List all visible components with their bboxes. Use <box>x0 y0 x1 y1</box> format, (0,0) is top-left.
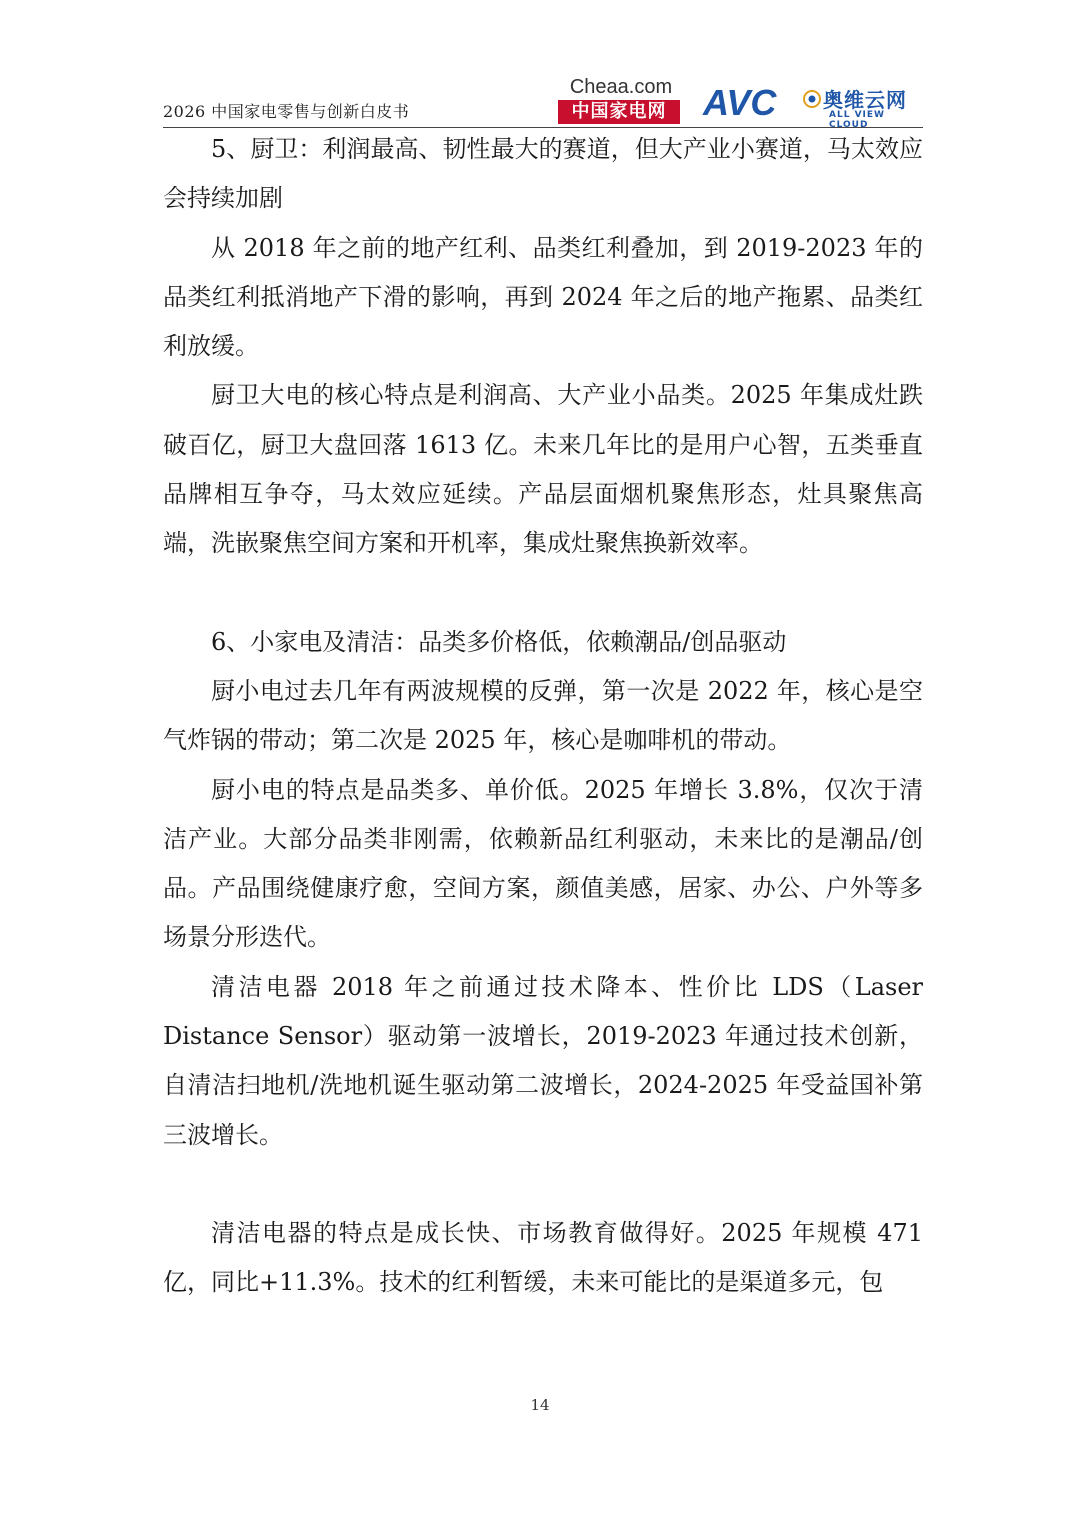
avc-logo <box>703 84 925 128</box>
paragraph: 厨小电的特点是品类多、单价低。2025 年增长 3.8%，仅次于清洁产业。大部分品类非刚需，依赖新品红利驱动，未来比的是潮品/创品。产品围绕健康疗愈，空间方案，颜值美感，居家、办公、户外等多场景分形迭代。 <box>163 775 923 952</box>
page-number: 14 <box>530 1396 550 1414</box>
cheaa-logo-name: 中国家电网 <box>558 100 680 124</box>
section-heading-kitchen-bath: 5、厨卫：利润最高、韧性最大的赛道，但大产业小赛道，马太效应会持续加剧 <box>163 135 923 213</box>
avc-logo-english: ALL VIEW CLOUD <box>829 110 885 130</box>
document-title: 2026 中国家电零售与创新白皮书 <box>163 102 410 121</box>
cheaa-logo-domain: Cheaa.com <box>569 76 673 98</box>
page-header <box>163 76 923 128</box>
avc-logo-mark: AVC <box>703 82 777 123</box>
avc-logo-chinese: 奥维云网 <box>823 88 907 112</box>
avc-logo-swirl-icon <box>803 90 821 108</box>
paragraph: 从 2018 年之前的地产红利、品类红利叠加，到 2019-2023 年的品类红利抵消地产下滑的影响，再到 2024 年之后的地产拖累、品类红利放缓。 <box>163 233 923 361</box>
paragraph: 厨卫大电的核心特点是利润高、大产业小品类。2025 年集成灶跌破百亿，厨卫大盘回落 1613 亿。未来几年比的是用户心智，五类垂直品牌相互争夺，马太效应延续。产品层面烟机聚焦形态，灶具聚焦高端，洗嵌聚焦空间方案和开机率，集成灶聚焦换新效率。 <box>163 381 923 558</box>
section-heading-small-appliances: 6、小家电及清洁：品类多价格低，依赖潮品/创品驱动 <box>211 627 787 656</box>
paragraph: 清洁电器 2018 年之前通过技术降本、性价比 LDS（Laser Distance Sensor）驱动第一波增长，2019-2023 年通过技术创新，自清洁扫地机/洗地机诞生驱动第二波增长，2024-2025 年受益国补第三波增长。 <box>163 972 923 1149</box>
cheaa-logo <box>558 76 686 124</box>
paragraph: 清洁电器的特点是成长快、市场教育做得好。2025 年规模 471 亿，同比+11.3%。技术的红利暂缓，未来可能比的是渠道多元，包 <box>163 1218 923 1297</box>
body-text <box>163 125 923 1308</box>
paragraph: 厨小电过去几年有两波规模的反弹，第一次是 2022 年，核心是空气炸锅的带动；第二次是 2025 年，核心是咖啡机的带动。 <box>163 676 923 755</box>
